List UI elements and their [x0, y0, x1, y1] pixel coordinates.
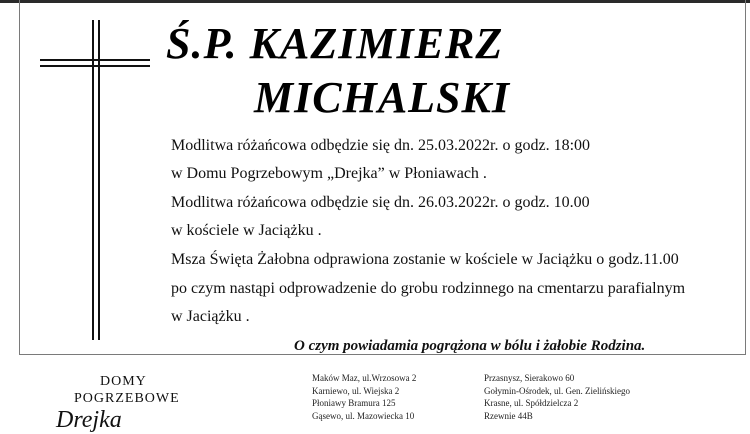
body-line: po czym nastąpi odprowadzenie do grobu rodzinnego na cmentarzu parafialnym: [171, 280, 686, 297]
address-item: Krasne, ul. Spółdzielcza 2: [484, 398, 579, 408]
body-line: w Domu Pogrzebowym „Drejka” w Płoniawach .: [171, 165, 487, 182]
address-item: Gołymin-Ośrodek, ul. Gen. Zielińskiego: [484, 385, 630, 396]
address-item: Maków Maz, ul.Wrzosowa 2: [312, 373, 417, 383]
address-item: Gąsewo, ul. Mazowiecka 10: [312, 410, 415, 421]
right-border: [745, 0, 746, 355]
body-line: Modlitwa różańcowa odbędzie się dn. 26.03.2022r. o godz. 10.00: [171, 194, 590, 211]
body-line: Msza Święta Żałobna odprawiona zostanie w kościele w Jaciążku o godz.11.00: [171, 251, 679, 268]
closing-statement: O czym powiadamia pogrążona w bólu i żałobie Rodzina.: [294, 338, 646, 354]
deceased-name-line-1: Ś.P. KAZIMIERZ: [166, 19, 504, 68]
top-border: [0, 0, 750, 3]
address-item: Płoniawy Bramura 125: [312, 398, 396, 408]
body-line: Modlitwa różańcowa odbędzie się dn. 25.03.2022r. o godz. 18:00: [171, 137, 591, 154]
left-border: [19, 0, 20, 355]
cross-icon: [40, 20, 150, 340]
funeral-home-logo: [34, 374, 190, 433]
logo-text-line-3: Drejka: [56, 407, 122, 433]
address-item: Przasnysz, Sierakowo 60: [484, 373, 575, 383]
address-column-2: [484, 372, 630, 422]
logo-text-line-1: DOMY: [100, 374, 147, 389]
address-column-1: [312, 372, 416, 422]
address-item: Rzewnie 44B: [484, 410, 533, 421]
body-line: w kościele w Jaciążku .: [171, 222, 322, 239]
logo-text-line-2: POGRZEBOWE: [74, 391, 180, 406]
deceased-name-line-2: MICHALSKI: [254, 73, 510, 122]
body-line: w Jaciążku .: [171, 308, 250, 325]
address-item: Karniewo, ul. Wiejska 2: [312, 385, 400, 396]
